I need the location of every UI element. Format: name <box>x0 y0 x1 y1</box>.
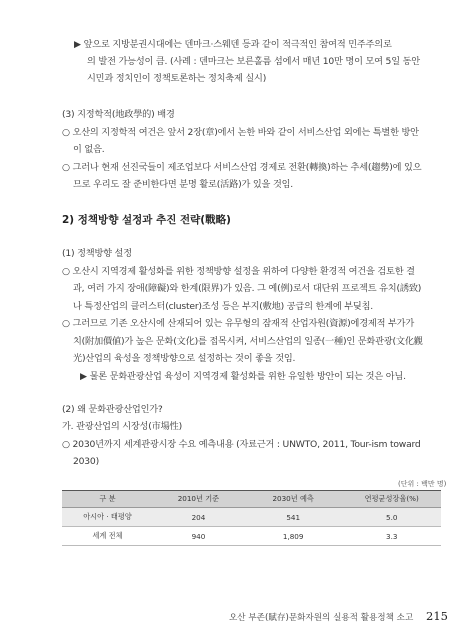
text-line: 과, 여러 가지 장애(障礙)와 한계(限界)가 있음. 그 예(例)로서 대단위 프로젝트 유치(誘致) <box>73 283 422 294</box>
table-header: 연평균성장율(%) <box>342 491 441 508</box>
forecast-table <box>62 491 441 546</box>
table-cell: 세계 전체 <box>62 527 153 546</box>
table-header: 2010년 기준 <box>153 491 244 508</box>
table-row <box>62 527 441 546</box>
table-cell: 3.3 <box>342 527 441 546</box>
text-line: 치(附加價値)가 높은 문화(文化)를 접목시켜, 서비스산업의 일종(一種)인 문화관광(文化觀 <box>73 336 423 347</box>
table-cell: 940 <box>153 527 244 546</box>
text-line: ▶ 물론 문화관광산업 육성이 지역경제 활성화를 위한 유일한 방안이 되는 것은 아님. <box>80 371 406 382</box>
page-number: 215 <box>426 609 448 623</box>
text-line: ○ 2030년까지 세계관광시장 수요 예측내용 (자료근거 : UNWTO, 2011, Tour-ism toward <box>62 439 421 450</box>
table-cell: 204 <box>153 508 244 527</box>
subheading-policy-direction: (1) 정책방향 설정 <box>62 248 132 259</box>
subheading-why-culture-tourism: (2) 왜 문화관광산업인가? <box>62 404 163 415</box>
table-cell: 5.0 <box>342 508 441 527</box>
text-line: 光)산업의 육성을 정책방향으로 설정하는 것이 좋을 것임. <box>73 353 296 364</box>
text-line: 시민과 정치인이 정책토론하는 정치축제 실시) <box>87 73 267 84</box>
text-line: ▶ 앞으로 지방분권시대에는 덴마크·스웨덴 등과 같이 적극적인 참여적 민주주의로 <box>74 39 392 50</box>
section-heading: 2) 정책방향 설정과 추진 전략(戰略) <box>62 214 231 226</box>
subheading-geopolitical: (3) 지정학적(地政學的) 배경 <box>62 109 175 120</box>
table-header: 구 분 <box>62 491 153 508</box>
text-line: ○ 그러나 현재 선진국들이 제조업보다 서비스산업 경제로 전환(轉換)하는 추세(趨勢)에 있으 <box>62 162 422 173</box>
footer-title: 오산 부존(賦存)문화자원의 실용적 활용정책 소고 <box>229 613 414 623</box>
text-line: ○ 오산시 지역경제 활성화를 위한 정책방향 설정을 위하여 다양한 환경적 여건을 검토한 결 <box>62 266 415 277</box>
subheading-market: 가. 관광산업의 시장성(市場性) <box>62 421 182 432</box>
text-line: 의 발전 가능성이 큼. (사례 : 덴마크는 보른홀름 섬에서 매년 10만 명이 모여 5일 동안 <box>87 56 420 67</box>
table-header-row <box>62 491 441 508</box>
table-cell: 541 <box>244 508 343 527</box>
table-unit: (단위 : 백만 명) <box>398 480 447 488</box>
table-cell: 아시아 · 태평양 <box>62 508 153 527</box>
text-line: 므로 우리도 잘 준비한다면 분명 활로(活路)가 있을 것임. <box>73 179 294 190</box>
table-cell: 1,809 <box>244 527 343 546</box>
text-line: 2030) <box>73 456 99 467</box>
text-line: 이 없음. <box>73 144 105 155</box>
table-header: 2030년 예측 <box>244 491 343 508</box>
table-row <box>62 508 441 527</box>
text-line: ○ 오산의 지정학적 여건은 앞서 2장(章)에서 논한 바와 같이 서비스산업 외에는 특별한 방안 <box>62 127 419 138</box>
text-line: 나 특정산업의 클러스터(cluster)조성 등은 부지(敷地) 공급의 한계에 부딪침. <box>73 301 373 312</box>
text-line: ○ 그러므로 기존 오산시에 산재되어 있는 유무형의 잠재적 산업자원(資源)에경제적 부가가 <box>62 318 414 329</box>
